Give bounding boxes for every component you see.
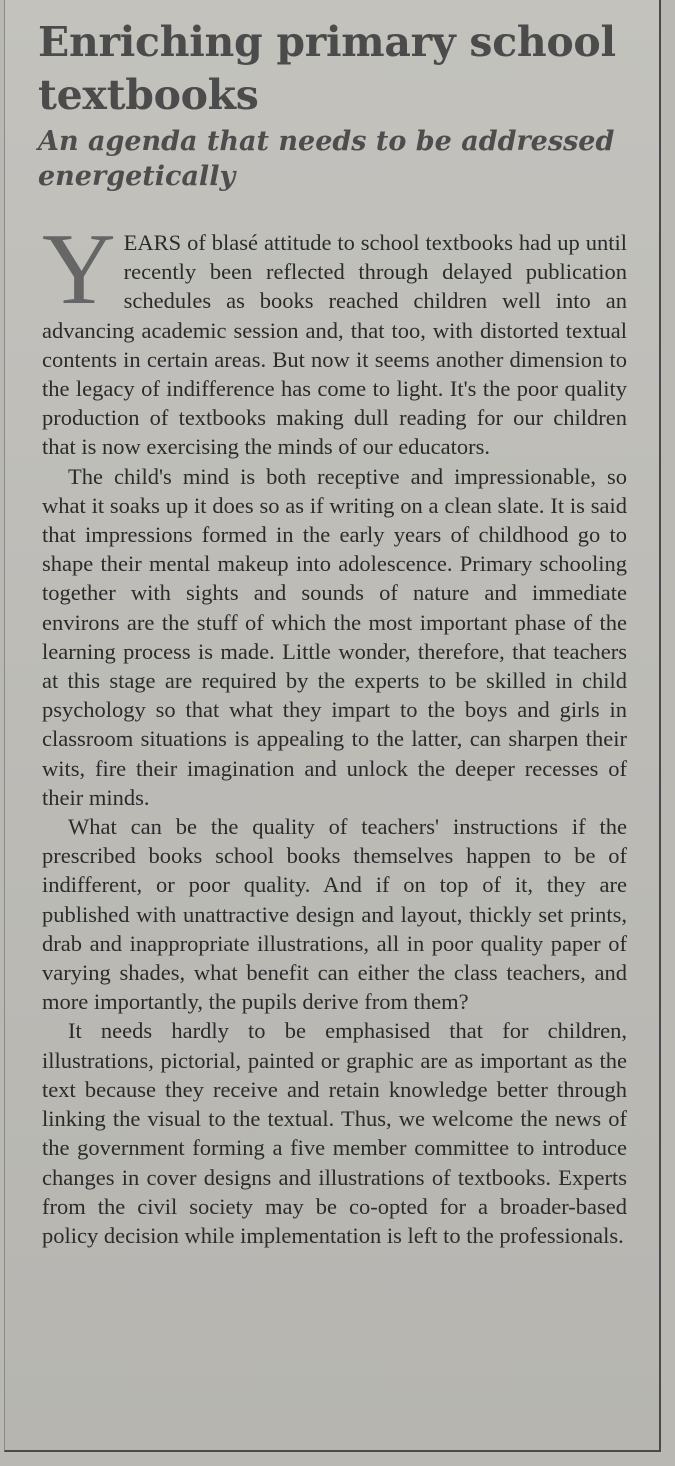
article-headline: Enriching primary school textbooks xyxy=(38,18,616,119)
article-paragraph-4: It needs hardly to be emphasised that for children, illustrations, pictorial, painted or graphic are as important as the text because they receive and retain knowledge better through linking the visual to the textual. Thus, we welcome the news of the government forming a five member committee to introduce changes in cover designs and illustrations of textbooks. Experts from the civil society may be co-opted for a broader-based policy decision while implementation is left to the professionals. xyxy=(42,1018,627,1248)
article-paragraph-2: The child's mind is both receptive and impressionable, so what it soaks up it does so as if writing on a clean slate. It is said that impressions formed in the early years of childhood go to shape their mental makeup into adolescence. Primary schooling together with sights and sounds of nature and immediate environs are the stuff of which the most important phase of the learning process is made. Little wonder, therefore, that teachers at this stage are required by the experts to be skilled in child psychology so that what they impart to the boys and girls in classroom situations is appealing to the latter, can sharpen their wits, fire their imagination and unlock the deeper recesses of their minds. xyxy=(42,463,627,810)
newspaper-clipping xyxy=(4,0,661,1452)
article-paragraph-1-text: EARS of blasé attitude to school textbooks had up until recently been reflected through delayed publication schedules as books reached children well into an advancing academic session and, that too, with distorted textual contents in certain areas. But now it seems another dimension to the legacy of indifference has come to light. It's the poor quality production of textbooks making dull reading for our children that is now exercising the minds of our educators. xyxy=(42,230,627,460)
article-subheadline: An agenda that needs to be addressed energetically xyxy=(38,126,615,192)
article-body xyxy=(42,213,627,1250)
drop-cap: Y xyxy=(42,213,116,326)
article-paragraph-3: What can be the quality of teachers' instructions if the prescribed books school books themselves happen to be of indifferent, or poor quality. And if on top of it, they are published with unattractive design and layout, thickly set prints, drab and inappropriate illustrations, all in poor quality paper of varying shades, what benefit can either the class teachers, and more importantly, the pupils derive from them? xyxy=(42,814,627,1015)
article-paragraph-1 xyxy=(42,213,627,462)
